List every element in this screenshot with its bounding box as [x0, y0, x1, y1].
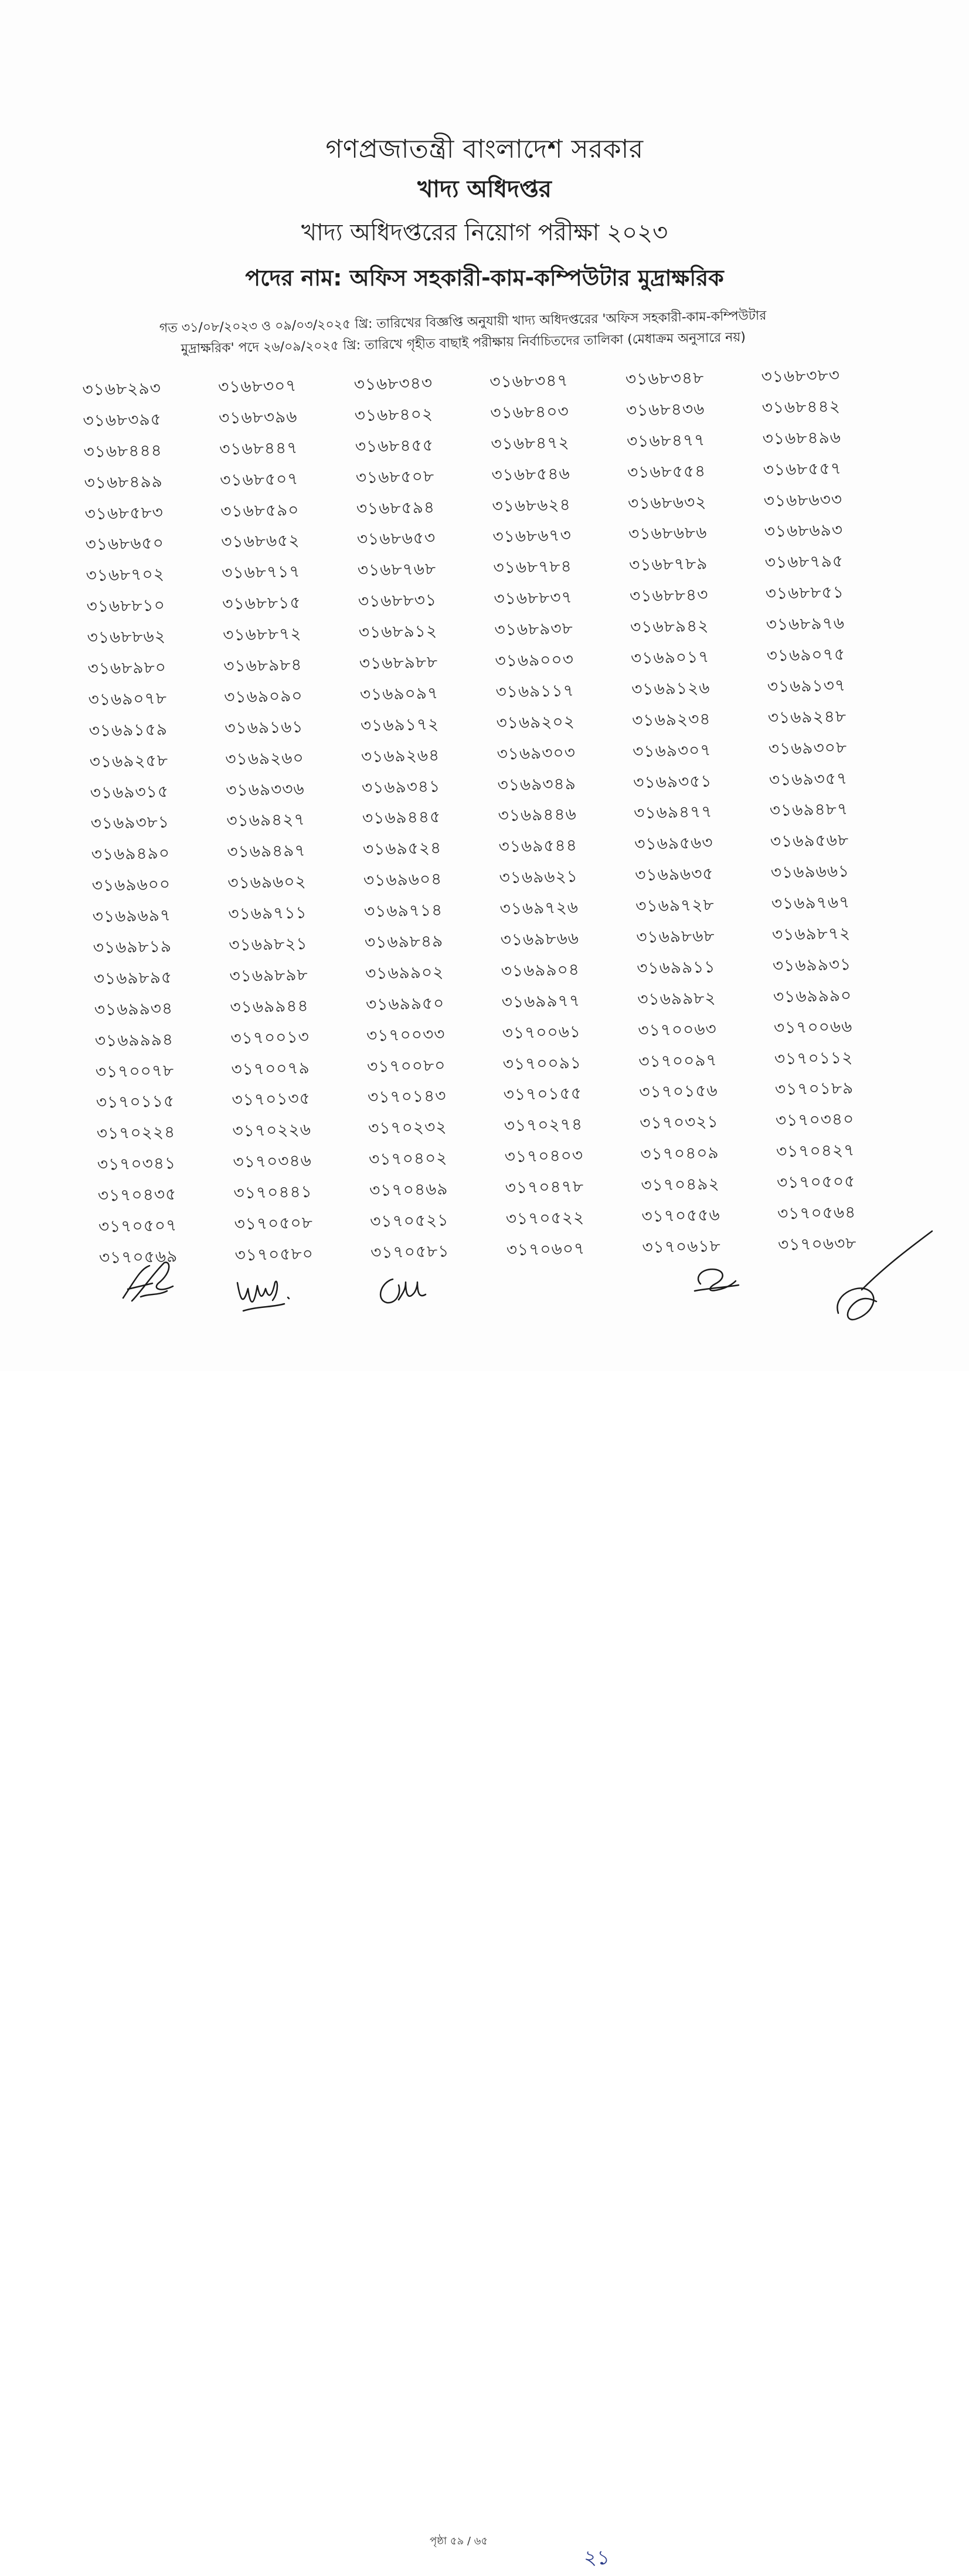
roll-number-cell: ৩১৬৯৪৭৭ — [633, 801, 713, 823]
roll-number-cell: ৩১৬৯০৯০ — [223, 685, 303, 707]
roll-number-cell: ৩১৬৯৩০৭ — [632, 740, 712, 761]
roll-number-cell: ৩১৬৯৫৬৩ — [634, 832, 713, 854]
roll-number-cell: ৩১৬৯২৬০ — [225, 747, 304, 769]
roll-number-cell: ৩১৭০০৬১ — [502, 1021, 582, 1043]
roll-number-cell: ৩১৬৮৮৫১ — [765, 582, 845, 603]
signature-5 — [821, 1225, 938, 1331]
roll-number-cell: ৩১৬৯৩১৫ — [90, 781, 169, 803]
roll-number-cell: ৩১৬৯৩০৮ — [768, 737, 848, 759]
roll-number-cell: ৩১৭০৫৫৬ — [641, 1205, 721, 1226]
roll-number-cell: ৩১৬৯৮১৯ — [93, 936, 172, 957]
roll-number-cell: ৩১৬৯৯৯০ — [773, 985, 852, 1007]
roll-number-cell: ৩১৭০২৩২ — [368, 1117, 447, 1139]
roll-number-cell: ৩১৬৯১৫৯ — [89, 719, 168, 740]
roll-number-cell: ৩১৬৮৫০৭ — [219, 468, 299, 490]
roll-number-cell: ৩১৬৮৪০৩ — [490, 401, 570, 423]
roll-number-cell: ৩১৭০৫০৭ — [98, 1215, 178, 1236]
roll-number-cell: ৩১৬৯৬০৪ — [363, 869, 443, 891]
roll-number-cell: ৩১৬৮৭৮৯ — [628, 553, 708, 575]
government-title: গণপ্রজাতন্ত্রী বাংলাদেশ সরকার — [325, 134, 644, 164]
roll-number-cell: ৩১৬৯৭১৪ — [363, 900, 443, 922]
roll-number-cell: ৩১৭০০৬৬ — [773, 1016, 853, 1038]
roll-number-cell: ৩১৭০০৯৭ — [638, 1049, 718, 1071]
roll-number-cell: ৩১৭০১৪৩ — [367, 1086, 447, 1107]
roll-number-cell: ৩১৬৯৮৬৮ — [635, 926, 715, 947]
roll-number-cell: ৩১৬৮৪৩৬ — [625, 399, 705, 420]
roll-number-cell: ৩১৬৯০১৭ — [630, 647, 710, 668]
roll-number-cell: ৩১৬৯৪৯০ — [91, 843, 171, 865]
roll-number-cell: ৩১৬৯২৪৮ — [767, 706, 847, 728]
roll-number-cell: ৩১৭০১৫৬ — [639, 1080, 718, 1102]
roll-number-cell: ৩১৬৮৬২৪ — [492, 494, 572, 516]
roll-number-cell: ৩১৬৮৬৩২ — [627, 492, 707, 513]
notice-line-2: মুদ্রাক্ষরিক' পদে ২৬/০৯/২০২৫ খ্রি: তারিখে গৃহীত বাছাই পরীক্ষায় নির্বাচিতদের তালিকা (মেধাক্রম অনুসারে নয়) — [181, 329, 746, 357]
roll-number-cell: ৩১৬৯৯৩১ — [772, 954, 852, 976]
roll-number-cell: ৩১৭০০৮০ — [366, 1055, 446, 1076]
roll-number-cell: ৩১৬৮৫৮৩ — [84, 502, 164, 524]
roll-number-cell: ৩১৬৯৪৮৭ — [769, 799, 849, 821]
roll-number-cell: ৩১৬৮৬৩৩ — [763, 489, 843, 511]
roll-number-cell: ৩১৬৯৮২১ — [229, 933, 308, 955]
roll-number-cell: ৩১৬৯৮৪৯ — [364, 931, 444, 952]
signature-4 — [683, 1260, 747, 1301]
roll-number-cell: ৩১৭০৩৪৬ — [233, 1150, 312, 1172]
roll-number-cell: ৩১৬৮৯১২ — [358, 621, 438, 643]
roll-number-cell: ৩১৭০০৭৯ — [231, 1058, 311, 1079]
roll-number-cell: ৩১৭০২২৪ — [96, 1122, 176, 1144]
roll-number-cell: ৩১৬৯০৯৭ — [359, 683, 439, 704]
roll-number-cell: ৩১৬৯৯৩৪ — [94, 998, 174, 1019]
notice-text — [87, 304, 838, 362]
roll-number-cell: ৩১৭০৫২২ — [505, 1207, 585, 1229]
roll-number-cell: ৩১৬৯১৩৭ — [767, 675, 846, 696]
roll-number-cell: ৩১৭০৪৯২ — [641, 1174, 720, 1195]
roll-number-cell: ৩১৭০২২৬ — [232, 1120, 312, 1141]
signature-3 — [369, 1267, 434, 1314]
roll-number-cell: ৩১৭০৪৩৫ — [97, 1184, 177, 1205]
roll-number-cell: ৩১৬৮৫৯৪ — [356, 497, 436, 518]
page-number: পৃষ্ঠা ৫৯ / ৬৫ — [430, 2535, 488, 2547]
roll-number-cell: ৩১৬৯৮৯৫ — [93, 967, 173, 988]
roll-number-cell: ৩১৬৯১১৭ — [495, 680, 575, 702]
roll-number-cell: ৩১৬৮৫৫৪ — [627, 461, 706, 482]
roll-number-cell: ৩১৬৯২৩৪ — [631, 709, 711, 730]
roll-number-cell: ৩১৬৯৩৪৯ — [497, 773, 577, 795]
roll-number-cell: ৩১৭০৫০৫ — [776, 1171, 856, 1192]
roll-number-cell: ৩১৬৯৪৯৭ — [227, 841, 306, 862]
roll-number-cell: ৩১৬৯৬৯৭ — [92, 905, 172, 926]
roll-number-cell: ৩১৬৮৯৮৪ — [223, 654, 302, 676]
roll-number-cell: ৩১৬৮৮৪৩ — [629, 584, 709, 606]
roll-number-cell: ৩১৬৯৩৫৭ — [769, 768, 848, 790]
roll-number-cell: ৩১৬৮৪৪৪ — [83, 440, 163, 461]
roll-number-cell: ৩১৬৯৪৪৫ — [362, 807, 441, 828]
roll-number-cell: ৩১৬৯৪২৭ — [226, 810, 305, 831]
roll-number-cell: ৩১৭০৪৭৮ — [505, 1176, 584, 1198]
roll-number-cell: ৩১৭০৪০২ — [368, 1148, 448, 1170]
roll-number-cell: ৩১৬৮৮৩৭ — [494, 587, 573, 609]
roll-number-cell: ৩১৬৯৮৭২ — [771, 923, 851, 944]
roll-number-cell: ৩১৬৮৬৫০ — [85, 533, 165, 555]
roll-number-cell: ৩১৬৯৭১১ — [228, 902, 307, 924]
roll-number-cell: ৩১৬৯৬৬১ — [770, 861, 850, 882]
roll-number-cell: ৩১৬৮৪০২ — [354, 404, 434, 425]
roll-number-cell: ৩১৬৮৭৮৪ — [493, 556, 573, 577]
roll-number-cell: ৩১৬৮৬৫৩ — [356, 528, 436, 549]
department-title: খাদ্য অধিদপ্তর — [417, 176, 552, 203]
roll-number-cell: ৩১৬৯০৭৫ — [766, 644, 846, 665]
roll-number-cell: ৩১৬৮৯৭৬ — [766, 613, 845, 634]
roll-number-cell: ৩১৭০০৯১ — [502, 1052, 582, 1073]
roll-number-cell: ৩১৭০৩২১ — [640, 1112, 719, 1133]
roll-number-cell: ৩১৬৯৯৫০ — [365, 993, 445, 1014]
roll-number-cell: ৩১৬৯৯৪৪ — [230, 995, 309, 1017]
roll-number-cell: ৩১৬৯৯০২ — [365, 962, 444, 983]
roll-number-cell: ৩১৭০৬৩৮ — [777, 1233, 857, 1255]
roll-number-cell: ৩১৬৮৭৬৮ — [357, 559, 437, 580]
roll-number-cell: ৩১৭০৫২১ — [369, 1210, 449, 1231]
roll-number-cell: ৩১৬৯১৬১ — [224, 716, 304, 738]
roll-number-cell: ৩১৬৮৯৪২ — [630, 616, 709, 637]
roll-number-cell: ৩১৬৮৭৯৫ — [764, 551, 844, 572]
roll-number-cell: ৩১৬৮৩৮৩ — [761, 365, 841, 386]
roll-number-cell: ৩১৬৯৭২৮ — [635, 895, 715, 916]
roll-number-cell: ৩১৬৮৪৯৬ — [762, 427, 842, 448]
roll-number-cell: ৩১৭০৫৬৪ — [777, 1202, 856, 1224]
roll-number-cell: ৩১৬৮৩০৭ — [217, 375, 297, 397]
roll-number-cell: ৩১৬৮৬৫২ — [220, 531, 300, 552]
roll-number-cell: ৩১৭০১৫৫ — [503, 1083, 583, 1105]
roll-number-cell: ৩১৬৯৬০০ — [91, 874, 171, 896]
roll-number-cell: ৩১৬৯০৭৮ — [88, 688, 168, 709]
roll-number-cell: ৩১৭০৪২৭ — [776, 1140, 855, 1161]
exam-title: খাদ্য অধিদপ্তরের নিয়োগ পরীক্ষা ২০২৩ — [301, 219, 668, 246]
roll-number-cell: ৩১৬৮৪৯৯ — [84, 471, 164, 492]
roll-number-cell: ৩১৬৮৪৪২ — [761, 396, 841, 417]
roll-number-cell: ৩১৬৮৬৯৩ — [764, 520, 844, 542]
roll-number-cell: ৩১৬৯৮৯৮ — [229, 964, 308, 986]
roll-number-cell: ৩১৬৮৬৮৬ — [628, 522, 708, 544]
roll-number-cell: ৩১৬৮২৯৩ — [82, 378, 162, 399]
roll-number-cell: ৩১৭০০৬৩ — [637, 1019, 718, 1040]
roll-number-cell: ৩১৬৮৮৩১ — [358, 590, 437, 611]
roll-number-cell: ৩১৬৮৮৭২ — [222, 623, 302, 645]
roll-number-cell: ৩১৬৮৫৯০ — [220, 499, 300, 521]
roll-number-cell: ৩১৬৮৮১৫ — [222, 593, 301, 614]
roll-number-cell: ৩১৭০৫০৮ — [234, 1212, 314, 1234]
roll-number-cell: ৩১৬৯৯০৪ — [501, 959, 580, 981]
signature-footer — [0, 1260, 969, 2570]
roll-number-cell: ৩১৬৯৫৬৮ — [770, 830, 849, 851]
roll-number-cell: ৩১৭০৩৪০ — [775, 1109, 855, 1130]
roll-number-cell: ৩১৬৯৫২৪ — [362, 838, 442, 859]
roll-number-cell: ৩১৭০০৭৮ — [95, 1060, 175, 1082]
roll-number-cell: ৩১৬৮৭০২ — [86, 564, 165, 586]
roll-number-cell: ৩১৭০৪৬৯ — [369, 1179, 448, 1200]
roll-number-cell: ৩১৬৯৩৮১ — [90, 812, 170, 834]
roll-number-cell: ৩১৬৯৬২১ — [499, 866, 579, 888]
roll-number-cell: ৩১৬৮৫৫৭ — [763, 458, 842, 480]
notice-line-1: গত ৩১/০৮/২০২৩ ও ০৯/০৩/২০২৫ খ্রি: তারিখের বিজ্ঞপ্তি অনুযায়ী খাদ্য অধিদপ্তরের 'অফিস সহকারী-কাম-কম্পিউটার — [159, 308, 767, 336]
roll-number-cell: ৩১৬৯৩৫১ — [633, 771, 712, 792]
roll-number-cell: ৩১৬৯৭৬৭ — [771, 892, 851, 913]
roll-number-cell: ৩১৬৮৬৭৩ — [492, 525, 572, 546]
roll-number-cell: ৩১৭০১১৫ — [96, 1091, 175, 1113]
roll-number-cell: ৩১৭০৫৮১ — [370, 1241, 450, 1262]
roll-number-cell: ৩১৬৮৭১৭ — [221, 562, 301, 583]
roll-number-cell: ৩১৬৯৯৮২ — [637, 988, 716, 1009]
document-header — [0, 130, 969, 300]
roll-number-cell: ৩১৬৮৩৯৫ — [83, 409, 162, 430]
roll-number-cell: ৩১৭০২৭৪ — [504, 1114, 583, 1136]
roll-number-cell: ৩১৭০৬০৭ — [506, 1238, 586, 1260]
roll-number-cell: ৩১৭০৪০৩ — [504, 1146, 584, 1167]
roll-number-cell: ৩১৬৮৩৪৩ — [353, 373, 433, 395]
signature-1 — [117, 1257, 182, 1310]
roll-number-cell: ৩১৬৮৩৯৬ — [218, 406, 298, 428]
roll-number-cell: ৩১৬৯৬৩৫ — [634, 864, 714, 885]
roll-number-cell: ৩১৬৯৫৪৪ — [498, 835, 578, 857]
roll-number-cell: ৩১৬৯৩৪১ — [361, 776, 441, 797]
roll-number-cell: ৩১৬৮৫০৮ — [355, 466, 435, 487]
roll-number-cell: ৩১৬৯৪৪৬ — [498, 804, 577, 825]
signature-2 — [232, 1265, 302, 1318]
roll-number-cell: ৩১৬৮৯৮৮ — [359, 652, 438, 673]
roll-number-cell: ৩১৭০০৩৩ — [366, 1024, 446, 1045]
roll-number-cell: ৩১৬৯১২৬ — [631, 678, 710, 699]
roll-number-cell: ৩১৬৯৯৭৭ — [501, 990, 581, 1012]
roll-number-cell: ৩১৬৯৩০৩ — [497, 742, 576, 764]
roll-number-cell: ৩১৬৮৩৪৮ — [625, 368, 705, 389]
roll-number-cell: ৩১৬৯২৫৮ — [89, 750, 169, 772]
roll-number-cell: ৩১৬৯৬০২ — [227, 872, 307, 893]
roll-number-cell: ৩১৭০০১৩ — [230, 1027, 310, 1048]
roll-number-cell: ৩১৬৯২৬৪ — [361, 745, 440, 766]
roll-number-cell: ৩১৬৮৪৭২ — [491, 432, 570, 454]
roll-number-cell: ৩১৬৮৪৫৫ — [355, 435, 434, 456]
roll-number-cell: ৩১৭০৪৪১ — [233, 1181, 313, 1203]
roll-number-cell: ৩১৬৯৭২৬ — [499, 897, 579, 919]
roll-number-cell: ৩১৬৮৪৭৭ — [626, 430, 706, 451]
post-name: পদের নাম: অফিস সহকারী-কাম-কম্পিউটার মুদ্রাক্ষরিক — [245, 265, 724, 291]
roll-number-cell: ৩১৭০৬১৮ — [642, 1236, 722, 1257]
roll-number-cell: ৩১৬৯২০২ — [496, 711, 576, 733]
roll-number-cell: ৩১৭০৩৪১ — [97, 1153, 176, 1174]
roll-number-cell: ৩১৬৯১৭২ — [360, 714, 440, 735]
roll-number-cell: ৩১৭০৫৬৯ — [98, 1246, 178, 1267]
roll-number-cell: ৩১৭০৪০৯ — [640, 1143, 720, 1164]
roll-number-cell: ৩১৬৮৮১০ — [86, 595, 166, 617]
roll-number-cell: ৩১৭০১১২ — [774, 1047, 854, 1069]
roll-number-cell: ৩১৭০১৩৫ — [232, 1089, 311, 1110]
roll-number-cell: ৩১৭০৫৮০ — [234, 1243, 314, 1265]
roll-number-cell: ৩১৬৮৩৪৭ — [489, 371, 569, 392]
roll-number-table — [82, 359, 914, 1274]
roll-number-cell: ৩১৬৮৯৩৮ — [494, 618, 574, 640]
roll-number-cell: ৩১৬৮৯৮০ — [87, 657, 167, 678]
roll-number-cell: ৩১৬৯৯১১ — [636, 957, 716, 978]
roll-number-cell: ৩১৬৯৮৬৬ — [500, 928, 580, 950]
roll-number-cell: ৩১৬৮৪৪৭ — [219, 437, 298, 459]
roll-number-cell: ৩১৬৮৫৪৬ — [491, 463, 570, 485]
roll-number-cell: ৩১৬৮৮৬২ — [87, 626, 166, 647]
handwritten-serial: ২১ — [584, 2546, 610, 2570]
roll-number-cell: ৩১৬৯৩৩৬ — [225, 779, 305, 800]
roll-number-cell: ৩১৬৯৯৯৪ — [94, 1029, 174, 1051]
roll-number-cell: ৩১৭০১৮৯ — [774, 1078, 854, 1099]
roll-number-cell: ৩১৬৯০০৩ — [495, 649, 574, 671]
